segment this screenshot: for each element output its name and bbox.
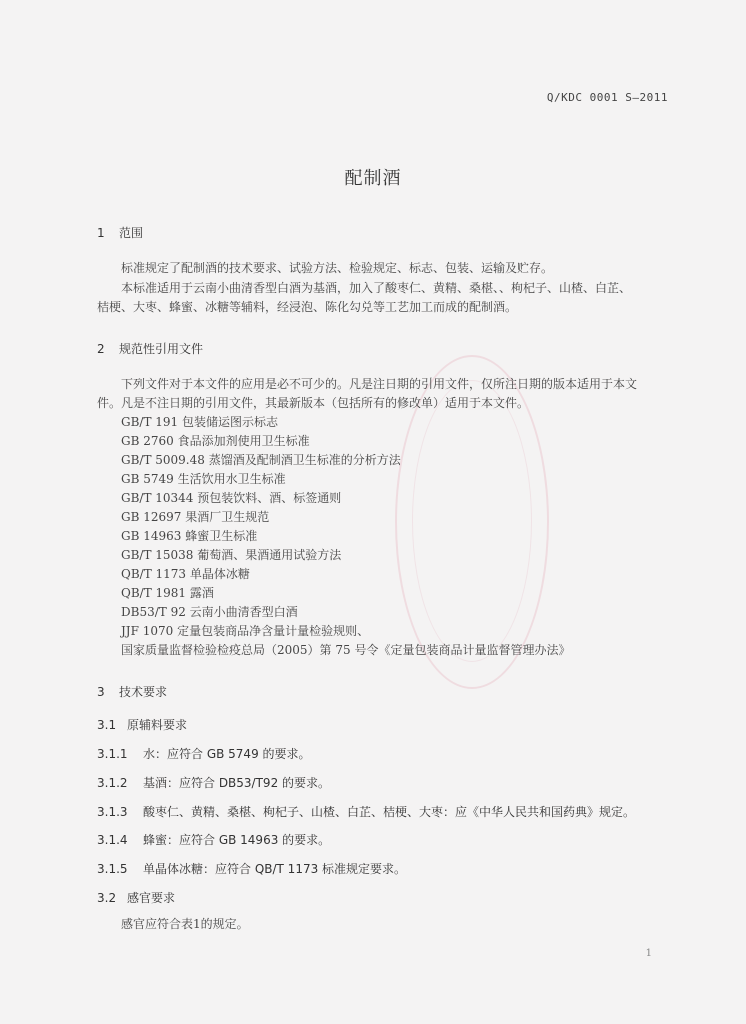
subsection-number: 3.1 xyxy=(97,718,117,732)
reference-item: GB 2760 食品添加剂使用卫生标准 xyxy=(121,434,310,448)
standard-code: Q/KDC 0001 S—2011 xyxy=(546,91,668,104)
sensory-paragraph: 感官应符合表1的规定。 xyxy=(121,917,249,931)
section-number: 1 xyxy=(97,226,105,240)
document-title: 配制酒 xyxy=(344,168,402,189)
requirement-number: 3.1.1 xyxy=(97,747,128,761)
requirement-text: 酸枣仁、黄精、桑椹、枸杞子、山楂、白芷、桔梗、大枣：应《中华人民共和国药典》规定。 xyxy=(143,805,636,819)
reference-item: GB/T 5009.48 蒸馏酒及配制酒卫生标准的分析方法 xyxy=(121,453,401,467)
requirement-number: 3.1.4 xyxy=(97,833,128,847)
reference-item: GB/T 15038 葡萄酒、果酒通用试验方法 xyxy=(121,548,342,562)
requirement-number: 3.1.3 xyxy=(97,805,128,819)
subsection-materials xyxy=(97,716,187,733)
section-title: 规范性引用文件 xyxy=(119,342,204,356)
reference-item: 国家质量监督检验检疫总局（2005）第 75 号令《定量包装商品计量监督管理办法》 xyxy=(121,643,571,657)
section-number: 2 xyxy=(97,342,105,356)
reference-item: GB 12697 果酒厂卫生规范 xyxy=(121,510,270,524)
subsection-sensory xyxy=(97,889,175,906)
reference-item: JJF 1070 定量包装商品净含量计量检验规则、 xyxy=(121,624,370,638)
references-intro-line-1: 下列文件对于本文件的应用是必不可少的。凡是注日期的引用文件，仅所注日期的版本适用于本文 xyxy=(121,377,638,391)
requirement-item xyxy=(97,831,330,848)
subsection-number: 3.2 xyxy=(97,891,117,905)
requirement-number: 3.1.2 xyxy=(97,776,128,790)
page-number: 1 xyxy=(645,948,652,959)
reference-item: GB 5749 生活饮用水卫生标准 xyxy=(121,472,286,486)
section-heading-technical xyxy=(97,683,167,700)
section-heading-references xyxy=(97,340,203,357)
reference-item: DB53/T 92 云南小曲清香型白酒 xyxy=(121,605,298,619)
requirement-text: 蜂蜜：应符合 GB 14963 的要求。 xyxy=(143,833,331,847)
requirement-item xyxy=(97,803,635,820)
scope-paragraph-2-line-2: 桔梗、大枣、蜂蜜、冰糖等辅料，经浸泡、陈化勾兑等工艺加工而成的配制酒。 xyxy=(97,300,518,314)
subsection-title: 感官要求 xyxy=(127,891,176,905)
requirement-text: 基酒：应符合 DB53/T92 的要求。 xyxy=(143,776,331,790)
scope-paragraph-2-line-1: 本标准适用于云南小曲清香型白酒为基酒，加入了酸枣仁、黄精、桑椹、、枸杞子、山楂、白芷、 xyxy=(121,281,632,295)
reference-item: QB/T 1981 露酒 xyxy=(121,586,214,600)
requirement-text: 单晶体冰糖：应符合 QB/T 1173 标准规定要求。 xyxy=(143,862,407,876)
requirement-item xyxy=(97,860,406,877)
references-intro-line-2: 件。凡是不注日期的引用文件，其最新版本（包括所有的修改单）适用于本文件。 xyxy=(97,396,530,410)
approval-stamp-inner-ring xyxy=(412,380,532,662)
section-title: 技术要求 xyxy=(119,685,168,699)
requirement-item xyxy=(97,774,330,791)
scope-paragraph-1: 标准规定了配制酒的技术要求、试验方法、检验规定、标志、包装、运输及贮存。 xyxy=(121,261,554,275)
section-heading-scope xyxy=(97,224,143,241)
reference-item: GB/T 191 包装储运图示标志 xyxy=(121,415,278,429)
subsection-title: 原辅料要求 xyxy=(127,718,188,732)
requirement-text: 水：应符合 GB 5749 的要求。 xyxy=(143,747,311,761)
requirement-number: 3.1.5 xyxy=(97,862,128,876)
section-title: 范围 xyxy=(119,226,144,240)
reference-item: GB 14963 蜂蜜卫生标准 xyxy=(121,529,258,543)
reference-item: QB/T 1173 单晶体冰糖 xyxy=(121,567,250,581)
reference-item: GB/T 10344 预包装饮料、酒、标签通则 xyxy=(121,491,342,505)
requirement-item xyxy=(97,745,311,762)
section-number: 3 xyxy=(97,685,105,699)
